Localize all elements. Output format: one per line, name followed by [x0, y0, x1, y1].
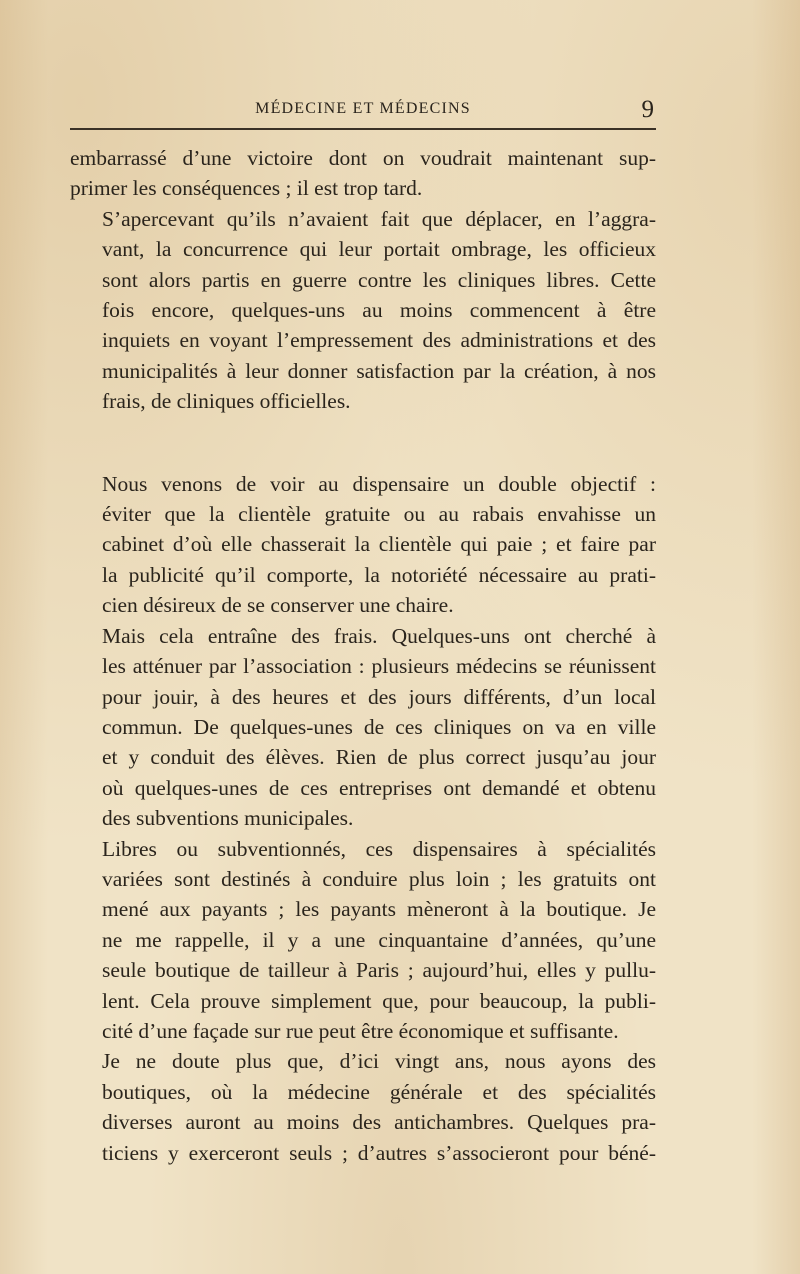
text-line: embarrassé d’une victoire dont on voudrait maintenant sup-: [70, 146, 656, 170]
text-line: inquiets en voyant l’empressement des administrations et des: [102, 328, 656, 353]
text-line: Nous venons de voir au dispensaire un double objectif :: [102, 471, 656, 496]
running-title: MÉDECINE ET MÉDECINS: [255, 100, 471, 117]
text-line: pour jouir, à des heures et des jours différents, d’un local: [102, 684, 656, 709]
paragraph: [70, 469, 656, 621]
text-line: variées sont destinés à conduire plus loin ; les gratuits ont: [102, 866, 656, 891]
text-line: lent. Cela prouve simplement que, pour beaucoup, la publi-: [102, 988, 656, 1013]
text-line: cabinet d’où elle chasserait la clientèle qui paie ; et faire par: [102, 532, 656, 557]
text-line: S’apercevant qu’ils n’avaient fait que déplacer, en l’aggra-: [102, 206, 656, 231]
text-line: les atténuer par l’association : plusieurs médecins se réunissent: [102, 654, 656, 679]
page-number: 9: [641, 96, 654, 123]
text-line: la publicité qu’il comporte, la notoriété nécessaire au prati-: [102, 562, 656, 587]
paragraph: [70, 1046, 656, 1168]
text-line: boutiques, où la médecine générale et des spécialités: [102, 1079, 656, 1104]
text-line: Je ne doute plus que, d’ici vingt ans, nous ayons des: [102, 1049, 656, 1074]
text-line: sont alors partis en guerre contre les cliniques libres. Cette: [102, 267, 656, 292]
body-text: [70, 143, 656, 1168]
text-line: municipalités à leur donner satisfaction par la création, à nos: [102, 358, 656, 383]
paragraph: [70, 204, 656, 417]
page-header: [70, 96, 656, 126]
text-line: frais, de cliniques officielles.: [102, 389, 351, 414]
text-line: fois encore, quelques-uns au moins commencent à être: [102, 298, 656, 323]
text-line: des subventions municipales.: [102, 806, 354, 831]
paragraph: [70, 834, 656, 1047]
text-line: cien désireux de se conserver une chaire.: [102, 593, 454, 618]
text-line: ne me rappelle, il y a une cinquantaine d’années, qu’une: [102, 927, 656, 952]
text-line: Libres ou subventionnés, ces dispensaires à spécialités: [102, 836, 656, 861]
text-line: commun. De quelques-unes de ces cliniques on va en ville: [102, 714, 656, 739]
text-line: cité d’une façade sur rue peut être économique et suffisante.: [102, 1018, 619, 1043]
text-line: et y conduit des élèves. Rien de plus correct jusqu’au jour: [102, 745, 656, 770]
paragraph: [70, 621, 656, 834]
text-line: éviter que la clientèle gratuite ou au rabais envahisse un: [102, 502, 656, 527]
header-rule: [70, 128, 656, 130]
text-line: où quelques-unes de ces entreprises ont demandé et obtenu: [102, 775, 656, 800]
text-line: vant, la concurrence qui leur portait ombrage, les officieux: [102, 237, 656, 262]
text-line: seule boutique de tailleur à Paris ; aujourd’hui, elles y pullu-: [102, 958, 656, 983]
paragraph: [70, 143, 656, 204]
text-line: Mais cela entraîne des frais. Quelques-uns ont cherché à: [102, 623, 656, 648]
text-line: diverses auront au moins des antichambres. Quelques pra-: [102, 1110, 656, 1135]
text-line: ticiens y exerceront seuls ; d’autres s’associeront pour béné-: [102, 1140, 656, 1165]
text-line: mené aux payants ; les payants mèneront à la boutique. Je: [102, 897, 656, 922]
text-line: primer les conséquences ; il est trop tard.: [70, 176, 423, 201]
